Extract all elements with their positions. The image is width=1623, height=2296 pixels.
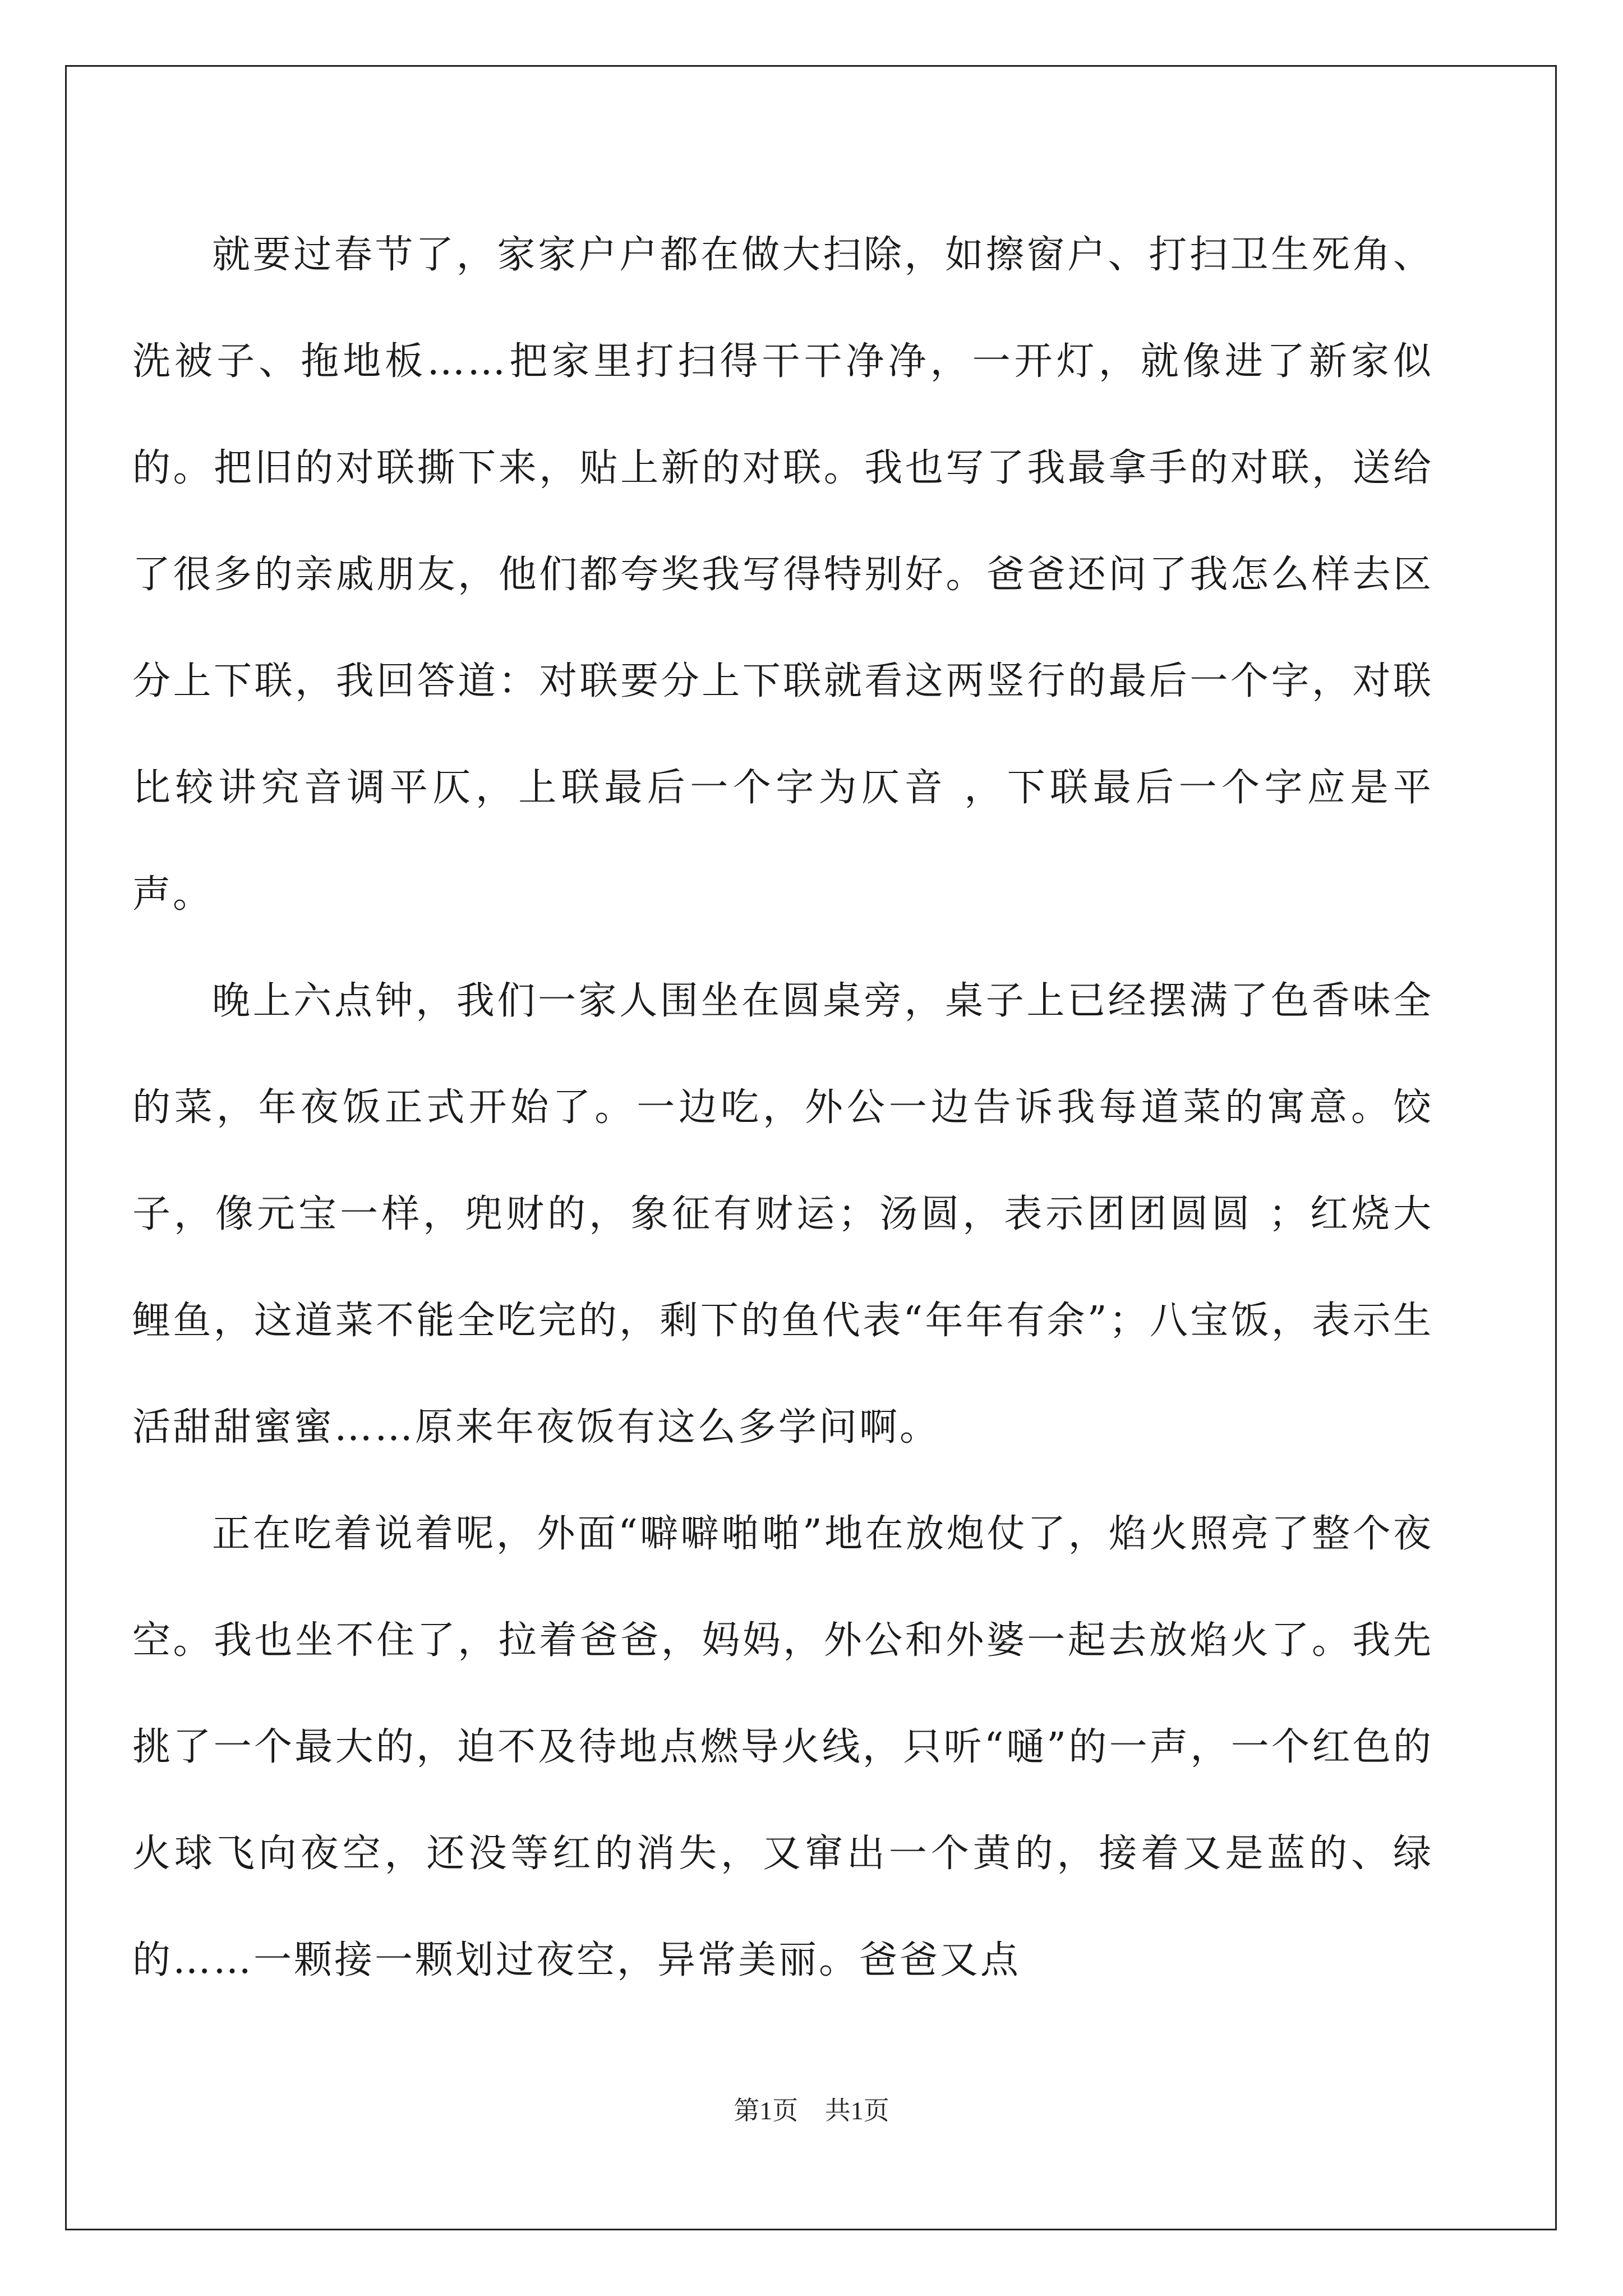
paragraph-new-year-dinner: 晚上六点钟，我们一家人围坐在圆桌旁，桌子上已经摆满了色香味全的菜，年夜饭正式开始了。一边吃，外公一边告诉我每道菜的寓意。饺子，像元宝一样，兜财的，象征有财运；汤圆，表示团团圆圆 ；红烧大鲤鱼，这道菜不能全吃完的，剩下的鱼代表“年年有余”；八宝饭，表示生活甜甜蜜蜜……原来年夜饭有这么多学问啊。	[132, 979, 1433, 1450]
page-number: 第1页	[734, 2096, 799, 2125]
paragraph-cleaning-couplets: 就要过春节了，家家户户都在做大扫除，如擦窗户、打扫卫生死角、洗被子、拖地板……把家里打扫得干干净净，一开灯，就像进了新家似的。把旧的对联撕下来，贴上新的对联。我也写了我最拿手的对联，送给了很多的亲戚朋友，他们都夸奖我写得特别好。爸爸还问了我怎么样去区分上下联，我回答道：对联要分上下联就看这两竖行的最后一个字，对联比较讲究音调平仄，上联最后一个字为仄音 ，下联最后一个字应是平声。	[132, 233, 1433, 917]
page-total: 共1页	[824, 2096, 889, 2125]
page-footer	[0, 2090, 1623, 2127]
paragraph-fireworks: 正在吃着说着呢，外面“噼噼啪啪”地在放炮仗了，焰火照亮了整个夜空。我也坐不住了，拉着爸爸，妈妈，外公和外婆一起去放焰火了。我先挑了一个最大的，迫不及待地点燃导火线，只听“嗵”的一声，一个红色的火球飞向夜空，还没等红的消失，又窜出一个黄的，接着又是蓝的、绿的……一颗接一颗划过夜空，异常美丽。爸爸又点	[132, 1512, 1433, 1982]
document-body	[132, 202, 1433, 2014]
